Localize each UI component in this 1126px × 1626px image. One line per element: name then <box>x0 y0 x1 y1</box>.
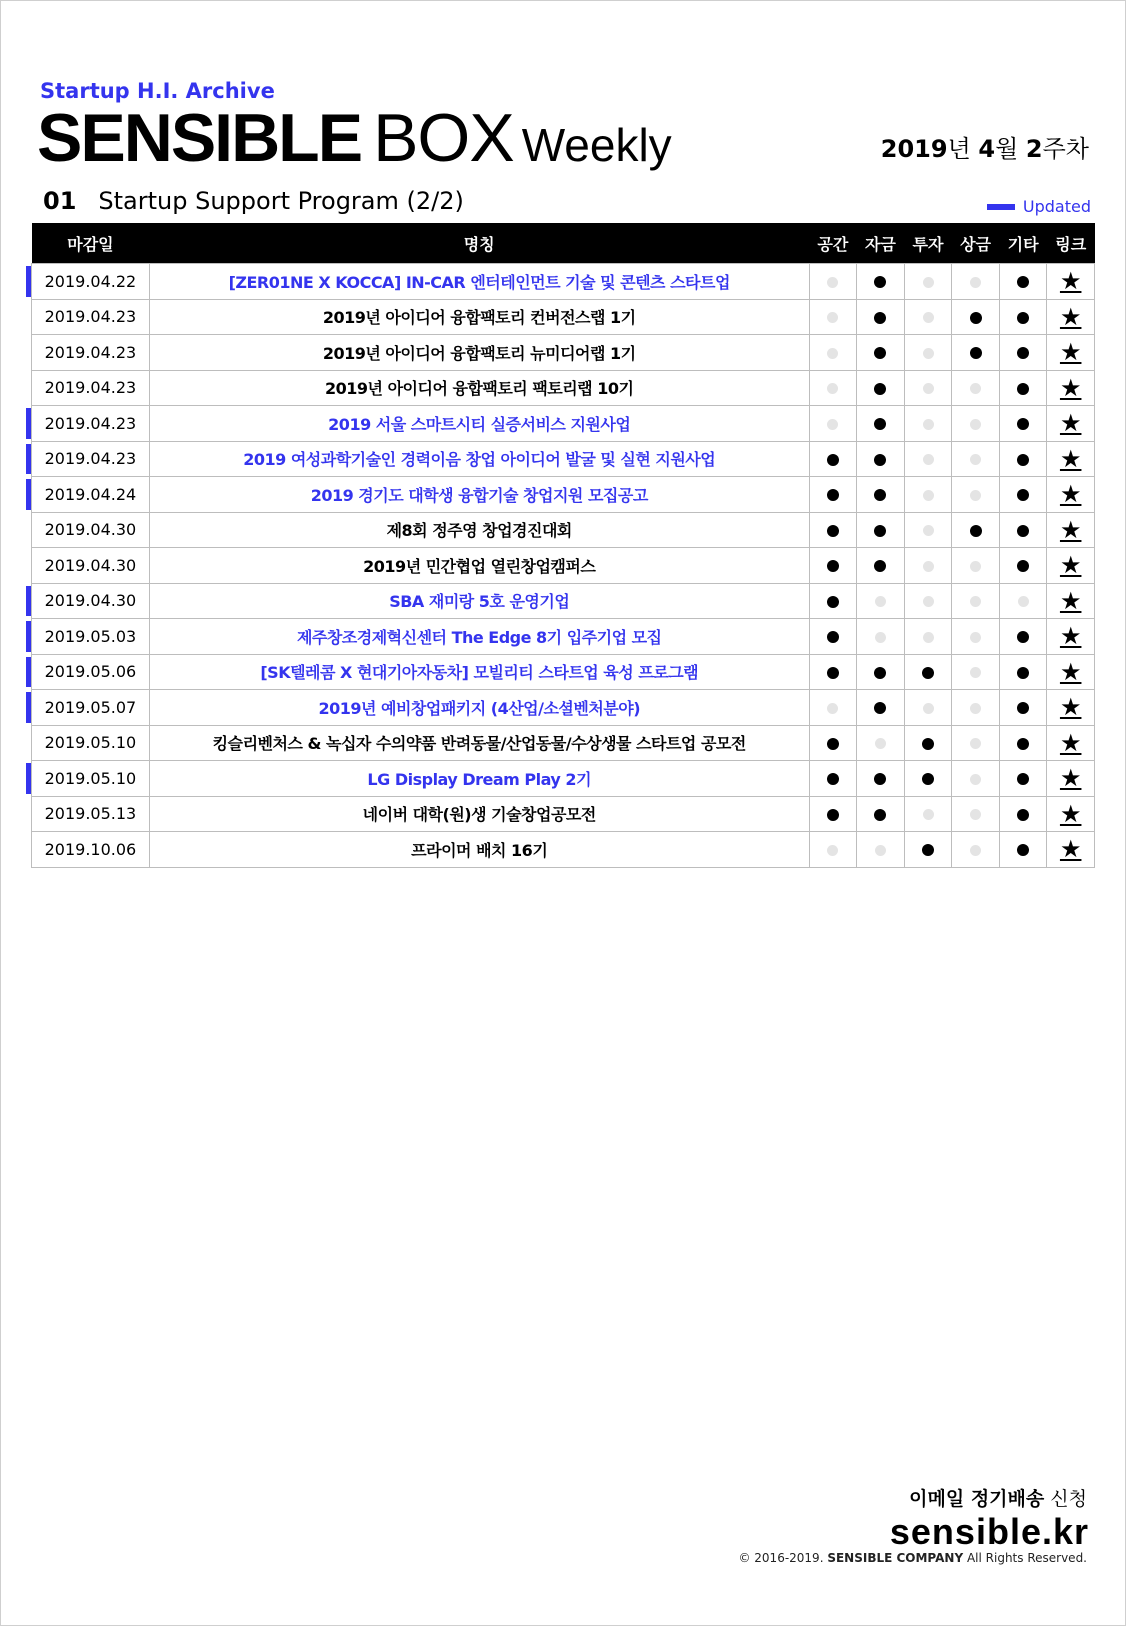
row-invest-cell <box>904 370 952 406</box>
row-deadline: 2019.04.30 <box>32 512 150 548</box>
row-prize-cell <box>952 477 1000 513</box>
row-fund-cell <box>857 299 905 335</box>
row-program-name: 제주창조경제혁신센터 The Edge 8기 입주기업 모집 <box>149 619 809 655</box>
invest-on-dot <box>922 773 934 785</box>
space-on-dot <box>827 667 839 679</box>
fund-on-dot <box>874 418 886 430</box>
row-fund-cell <box>857 406 905 442</box>
etc-on-dot <box>1017 702 1029 714</box>
row-invest-cell <box>904 441 952 477</box>
row-fund-cell <box>857 548 905 584</box>
row-link-cell[interactable] <box>1047 441 1095 477</box>
row-invest-cell <box>904 335 952 371</box>
row-link-cell[interactable] <box>1047 619 1095 655</box>
row-space-cell <box>809 548 857 584</box>
row-link-cell[interactable] <box>1047 725 1095 761</box>
updated-legend <box>987 197 1091 216</box>
row-program-name: 2019 서울 스마트시티 실증서비스 지원사업 <box>149 406 809 442</box>
invest-off-dot <box>923 490 934 501</box>
row-fund-cell <box>857 441 905 477</box>
prize-off-dot <box>970 454 981 465</box>
row-space-cell <box>809 335 857 371</box>
issue-week-suffix: 주차 <box>1042 135 1089 163</box>
row-invest-cell <box>904 406 952 442</box>
row-prize-cell <box>952 796 1000 832</box>
row-space-cell <box>809 477 857 513</box>
etc-on-dot <box>1017 844 1029 856</box>
row-link-cell[interactable] <box>1047 370 1095 406</box>
invest-off-dot <box>923 632 934 643</box>
header-fund: 자금 <box>857 223 905 264</box>
row-etc-cell <box>999 619 1047 655</box>
row-deadline: 2019.05.10 <box>32 725 150 761</box>
invest-on-dot <box>922 738 934 750</box>
row-invest-cell <box>904 264 952 300</box>
copyright-company: SENSIBLE COMPANY <box>827 1551 964 1565</box>
row-etc-cell <box>999 654 1047 690</box>
issue-week <box>881 129 1089 164</box>
prize-off-dot <box>970 490 981 501</box>
row-prize-cell <box>952 406 1000 442</box>
invest-off-dot <box>923 596 934 607</box>
table-row <box>32 832 1095 868</box>
etc-on-dot <box>1017 809 1029 821</box>
invest-on-dot <box>922 844 934 856</box>
prize-off-dot <box>970 774 981 785</box>
subscribe-rest: 신청 <box>1044 1488 1087 1510</box>
table-row <box>32 406 1095 442</box>
row-link-cell[interactable] <box>1047 264 1095 300</box>
row-deadline: 2019.04.23 <box>32 370 150 406</box>
row-etc-cell <box>999 441 1047 477</box>
table-row <box>32 548 1095 584</box>
row-invest-cell <box>904 299 952 335</box>
prize-off-dot <box>970 703 981 714</box>
invest-off-dot <box>923 383 934 394</box>
row-fund-cell <box>857 761 905 797</box>
fund-off-dot <box>875 596 886 607</box>
row-deadline: 2019.05.03 <box>32 619 150 655</box>
table-row <box>32 619 1095 655</box>
invest-on-dot <box>922 667 934 679</box>
table-row <box>32 477 1095 513</box>
title-sensible: SENSIBLE <box>37 100 362 176</box>
table-row <box>32 725 1095 761</box>
row-etc-cell <box>999 725 1047 761</box>
space-on-dot <box>827 738 839 750</box>
updated-legend-swatch <box>987 204 1015 210</box>
row-etc-cell <box>999 761 1047 797</box>
row-space-cell <box>809 761 857 797</box>
copyright-post: All Rights Reserved. <box>963 1551 1087 1565</box>
row-link-cell[interactable] <box>1047 761 1095 797</box>
row-prize-cell <box>952 370 1000 406</box>
row-invest-cell <box>904 477 952 513</box>
link-star-icon[interactable]: ★ <box>1059 586 1082 615</box>
row-deadline: 2019.04.23 <box>32 335 150 371</box>
etc-on-dot <box>1017 738 1029 750</box>
row-link-cell[interactable] <box>1047 796 1095 832</box>
link-star-icon[interactable]: ★ <box>1059 693 1082 722</box>
copyright-pre: © 2016-2019. <box>738 1551 828 1565</box>
row-space-cell <box>809 796 857 832</box>
row-link-cell[interactable] <box>1047 335 1095 371</box>
row-space-cell <box>809 654 857 690</box>
row-fund-cell <box>857 619 905 655</box>
copyright <box>738 1551 1087 1565</box>
row-prize-cell <box>952 512 1000 548</box>
row-invest-cell <box>904 619 952 655</box>
link-star-icon[interactable]: ★ <box>1059 373 1082 402</box>
fund-off-dot <box>875 632 886 643</box>
row-etc-cell <box>999 264 1047 300</box>
row-fund-cell <box>857 477 905 513</box>
invest-off-dot <box>923 561 934 572</box>
link-star-icon[interactable]: ★ <box>1059 409 1082 438</box>
row-etc-cell <box>999 370 1047 406</box>
row-deadline: 2019.04.24 <box>32 477 150 513</box>
fund-on-dot <box>874 489 886 501</box>
row-deadline: 2019.10.06 <box>32 832 150 868</box>
fund-on-dot <box>874 773 886 785</box>
row-program-name: 제8회 정주영 창업경진대회 <box>149 512 809 548</box>
row-fund-cell <box>857 512 905 548</box>
row-program-name: 2019년 예비창업패키지 (4산업/소셜벤처분야) <box>149 690 809 726</box>
row-deadline: 2019.05.13 <box>32 796 150 832</box>
row-etc-cell <box>999 548 1047 584</box>
table-row <box>32 761 1095 797</box>
row-link-cell[interactable] <box>1047 690 1095 726</box>
prize-off-dot <box>970 845 981 856</box>
etc-on-dot <box>1017 312 1029 324</box>
row-space-cell <box>809 619 857 655</box>
fund-on-dot <box>874 702 886 714</box>
invest-off-dot <box>923 809 934 820</box>
row-link-cell[interactable] <box>1047 406 1095 442</box>
row-link-cell[interactable] <box>1047 548 1095 584</box>
row-program-name: 2019 여성과학기술인 경력이음 창업 아이디어 발굴 및 실현 지원사업 <box>149 441 809 477</box>
row-fund-cell <box>857 654 905 690</box>
space-on-dot <box>827 596 839 608</box>
etc-on-dot <box>1017 276 1029 288</box>
row-prize-cell <box>952 654 1000 690</box>
table-row <box>32 583 1095 619</box>
row-prize-cell <box>952 725 1000 761</box>
row-prize-cell <box>952 619 1000 655</box>
row-prize-cell <box>952 583 1000 619</box>
row-space-cell <box>809 583 857 619</box>
newsletter-title <box>37 99 672 176</box>
site-domain[interactable]: sensible.kr <box>889 1511 1089 1552</box>
fund-off-dot <box>875 738 886 749</box>
link-star-icon[interactable]: ★ <box>1059 657 1082 686</box>
row-etc-cell <box>999 477 1047 513</box>
table-header-row <box>32 223 1095 264</box>
row-prize-cell <box>952 761 1000 797</box>
link-star-icon[interactable]: ★ <box>1059 728 1082 757</box>
section-heading <box>43 187 464 215</box>
row-invest-cell <box>904 690 952 726</box>
updated-legend-label: Updated <box>1022 197 1091 216</box>
prize-off-dot <box>970 738 981 749</box>
link-star-icon[interactable]: ★ <box>1059 622 1082 651</box>
row-space-cell <box>809 441 857 477</box>
space-on-dot <box>827 525 839 537</box>
link-star-icon[interactable]: ★ <box>1059 302 1082 331</box>
row-program-name: 2019년 아이디어 융합팩토리 팩토리랩 10기 <box>149 370 809 406</box>
subscribe-bold: 이메일 정기배송 <box>909 1488 1045 1510</box>
fund-on-dot <box>874 347 886 359</box>
link-star-icon[interactable]: ★ <box>1059 444 1082 473</box>
row-invest-cell <box>904 832 952 868</box>
row-invest-cell <box>904 512 952 548</box>
space-off-dot <box>827 348 838 359</box>
row-etc-cell <box>999 335 1047 371</box>
header-invest: 투자 <box>904 223 952 264</box>
header-prize: 상금 <box>952 223 1000 264</box>
space-off-dot <box>827 383 838 394</box>
row-deadline: 2019.04.30 <box>32 583 150 619</box>
row-etc-cell <box>999 690 1047 726</box>
table-row <box>32 299 1095 335</box>
space-off-dot <box>827 845 838 856</box>
link-star-icon[interactable]: ★ <box>1059 515 1082 544</box>
row-invest-cell <box>904 796 952 832</box>
fund-on-dot <box>874 809 886 821</box>
prize-on-dot <box>970 525 982 537</box>
row-fund-cell <box>857 796 905 832</box>
row-program-name: 2019년 민간협업 열린창업캠퍼스 <box>149 548 809 584</box>
title-weekly: Weekly <box>521 119 672 171</box>
row-invest-cell <box>904 583 952 619</box>
row-link-cell[interactable] <box>1047 477 1095 513</box>
issue-month: 4 <box>978 135 996 163</box>
header-link: 링크 <box>1047 223 1095 264</box>
row-program-name: 2019년 아이디어 융합팩토리 컨버전스랩 1기 <box>149 299 809 335</box>
row-prize-cell <box>952 832 1000 868</box>
issue-year: 2019 <box>880 135 948 163</box>
fund-on-dot <box>874 667 886 679</box>
table-row <box>32 690 1095 726</box>
section-number: 01 <box>43 187 77 215</box>
table-row <box>32 370 1095 406</box>
row-deadline: 2019.04.23 <box>32 406 150 442</box>
program-table <box>31 223 1095 868</box>
issue-month-suffix: 월 <box>995 135 1026 163</box>
prize-off-dot <box>970 561 981 572</box>
row-space-cell <box>809 512 857 548</box>
prize-on-dot <box>970 347 982 359</box>
issue-week-number: 2 <box>1025 135 1043 163</box>
row-link-cell[interactable] <box>1047 583 1095 619</box>
etc-on-dot <box>1017 383 1029 395</box>
invest-off-dot <box>923 454 934 465</box>
fund-on-dot <box>874 276 886 288</box>
row-invest-cell <box>904 725 952 761</box>
etc-off-dot <box>1018 596 1029 607</box>
etc-on-dot <box>1017 631 1029 643</box>
row-fund-cell <box>857 335 905 371</box>
row-link-cell[interactable] <box>1047 832 1095 868</box>
link-star-icon[interactable]: ★ <box>1059 835 1082 864</box>
row-program-name: 2019 경기도 대학생 융합기술 창업지원 모집공고 <box>149 477 809 513</box>
row-etc-cell <box>999 583 1047 619</box>
row-space-cell <box>809 370 857 406</box>
header-name: 명칭 <box>149 223 809 264</box>
subscribe-text[interactable] <box>909 1484 1087 1511</box>
prize-off-dot <box>970 596 981 607</box>
row-deadline: 2019.05.06 <box>32 654 150 690</box>
fund-on-dot <box>874 454 886 466</box>
row-program-name: [SK텔레콤 X 현대기아자동차] 모빌리티 스타트업 육성 프로그램 <box>149 654 809 690</box>
prize-off-dot <box>970 632 981 643</box>
row-invest-cell <box>904 548 952 584</box>
row-deadline: 2019.04.23 <box>32 441 150 477</box>
space-on-dot <box>827 489 839 501</box>
table-row <box>32 796 1095 832</box>
row-deadline: 2019.04.22 <box>32 264 150 300</box>
row-prize-cell <box>952 441 1000 477</box>
row-prize-cell <box>952 548 1000 584</box>
prize-off-dot <box>970 277 981 288</box>
etc-on-dot <box>1017 525 1029 537</box>
invest-off-dot <box>923 312 934 323</box>
space-on-dot <box>827 560 839 572</box>
fund-off-dot <box>875 845 886 856</box>
row-link-cell[interactable] <box>1047 512 1095 548</box>
header-deadline: 마감일 <box>32 223 150 264</box>
header-space: 공간 <box>809 223 857 264</box>
row-link-cell[interactable] <box>1047 299 1095 335</box>
invest-off-dot <box>923 703 934 714</box>
row-program-name: 킹슬리벤처스 & 녹십자 수의약품 반려동물/산업동물/수상생물 스타트업 공모전 <box>149 725 809 761</box>
fund-on-dot <box>874 560 886 572</box>
link-star-icon[interactable]: ★ <box>1059 338 1082 367</box>
row-prize-cell <box>952 335 1000 371</box>
row-etc-cell <box>999 299 1047 335</box>
table-row <box>32 335 1095 371</box>
row-deadline: 2019.04.23 <box>32 299 150 335</box>
fund-on-dot <box>874 383 886 395</box>
row-fund-cell <box>857 370 905 406</box>
etc-on-dot <box>1017 347 1029 359</box>
space-off-dot <box>827 312 838 323</box>
row-deadline: 2019.05.10 <box>32 761 150 797</box>
row-program-name: LG Display Dream Play 2기 <box>149 761 809 797</box>
etc-on-dot <box>1017 454 1029 466</box>
link-star-icon[interactable]: ★ <box>1059 764 1082 793</box>
row-fund-cell <box>857 690 905 726</box>
etc-on-dot <box>1017 560 1029 572</box>
title-box: BOX <box>373 100 514 176</box>
link-star-icon[interactable]: ★ <box>1059 267 1082 296</box>
fund-on-dot <box>874 312 886 324</box>
row-program-name: 2019년 아이디어 융합팩토리 뉴미디어랩 1기 <box>149 335 809 371</box>
row-program-name: 프라이머 배치 16기 <box>149 832 809 868</box>
table-row <box>32 441 1095 477</box>
row-etc-cell <box>999 796 1047 832</box>
row-program-name: 네이버 대학(원)생 기술창업공모전 <box>149 796 809 832</box>
row-deadline: 2019.05.07 <box>32 690 150 726</box>
row-space-cell <box>809 832 857 868</box>
space-on-dot <box>827 631 839 643</box>
etc-on-dot <box>1017 667 1029 679</box>
prize-off-dot <box>970 419 981 430</box>
row-prize-cell <box>952 264 1000 300</box>
archive-kicker: Startup H.I. Archive <box>40 79 275 103</box>
header-etc: 기타 <box>999 223 1047 264</box>
prize-off-dot <box>970 809 981 820</box>
row-space-cell <box>809 264 857 300</box>
row-prize-cell <box>952 299 1000 335</box>
row-invest-cell <box>904 761 952 797</box>
link-star-icon[interactable]: ★ <box>1059 551 1082 580</box>
table-row <box>32 512 1095 548</box>
space-on-dot <box>827 454 839 466</box>
invest-off-dot <box>923 419 934 430</box>
section-title: Startup Support Program (2/2) <box>98 187 464 215</box>
row-fund-cell <box>857 264 905 300</box>
row-program-name: [ZER01NE X KOCCA] IN-CAR 엔터테인먼트 기술 및 콘텐츠 스타트업 <box>149 264 809 300</box>
issue-year-suffix: 년 <box>947 135 979 163</box>
row-invest-cell <box>904 654 952 690</box>
etc-on-dot <box>1017 489 1029 501</box>
row-deadline: 2019.04.30 <box>32 548 150 584</box>
prize-off-dot <box>970 383 981 394</box>
row-space-cell <box>809 725 857 761</box>
table-row <box>32 654 1095 690</box>
row-space-cell <box>809 690 857 726</box>
etc-on-dot <box>1017 418 1029 430</box>
row-etc-cell <box>999 512 1047 548</box>
row-etc-cell <box>999 832 1047 868</box>
link-star-icon[interactable]: ★ <box>1059 480 1082 509</box>
table-row <box>32 264 1095 300</box>
invest-off-dot <box>923 277 934 288</box>
space-on-dot <box>827 773 839 785</box>
row-fund-cell <box>857 832 905 868</box>
link-star-icon[interactable]: ★ <box>1059 799 1082 828</box>
space-off-dot <box>827 419 838 430</box>
invest-off-dot <box>923 525 934 536</box>
etc-on-dot <box>1017 773 1029 785</box>
prize-on-dot <box>970 312 982 324</box>
space-on-dot <box>827 809 839 821</box>
row-etc-cell <box>999 406 1047 442</box>
fund-on-dot <box>874 525 886 537</box>
row-fund-cell <box>857 583 905 619</box>
row-prize-cell <box>952 690 1000 726</box>
prize-off-dot <box>970 667 981 678</box>
row-program-name: SBA 재미랑 5호 운영기업 <box>149 583 809 619</box>
row-space-cell <box>809 406 857 442</box>
invest-off-dot <box>923 348 934 359</box>
row-space-cell <box>809 299 857 335</box>
space-off-dot <box>827 703 838 714</box>
space-off-dot <box>827 277 838 288</box>
row-link-cell[interactable] <box>1047 654 1095 690</box>
row-fund-cell <box>857 725 905 761</box>
